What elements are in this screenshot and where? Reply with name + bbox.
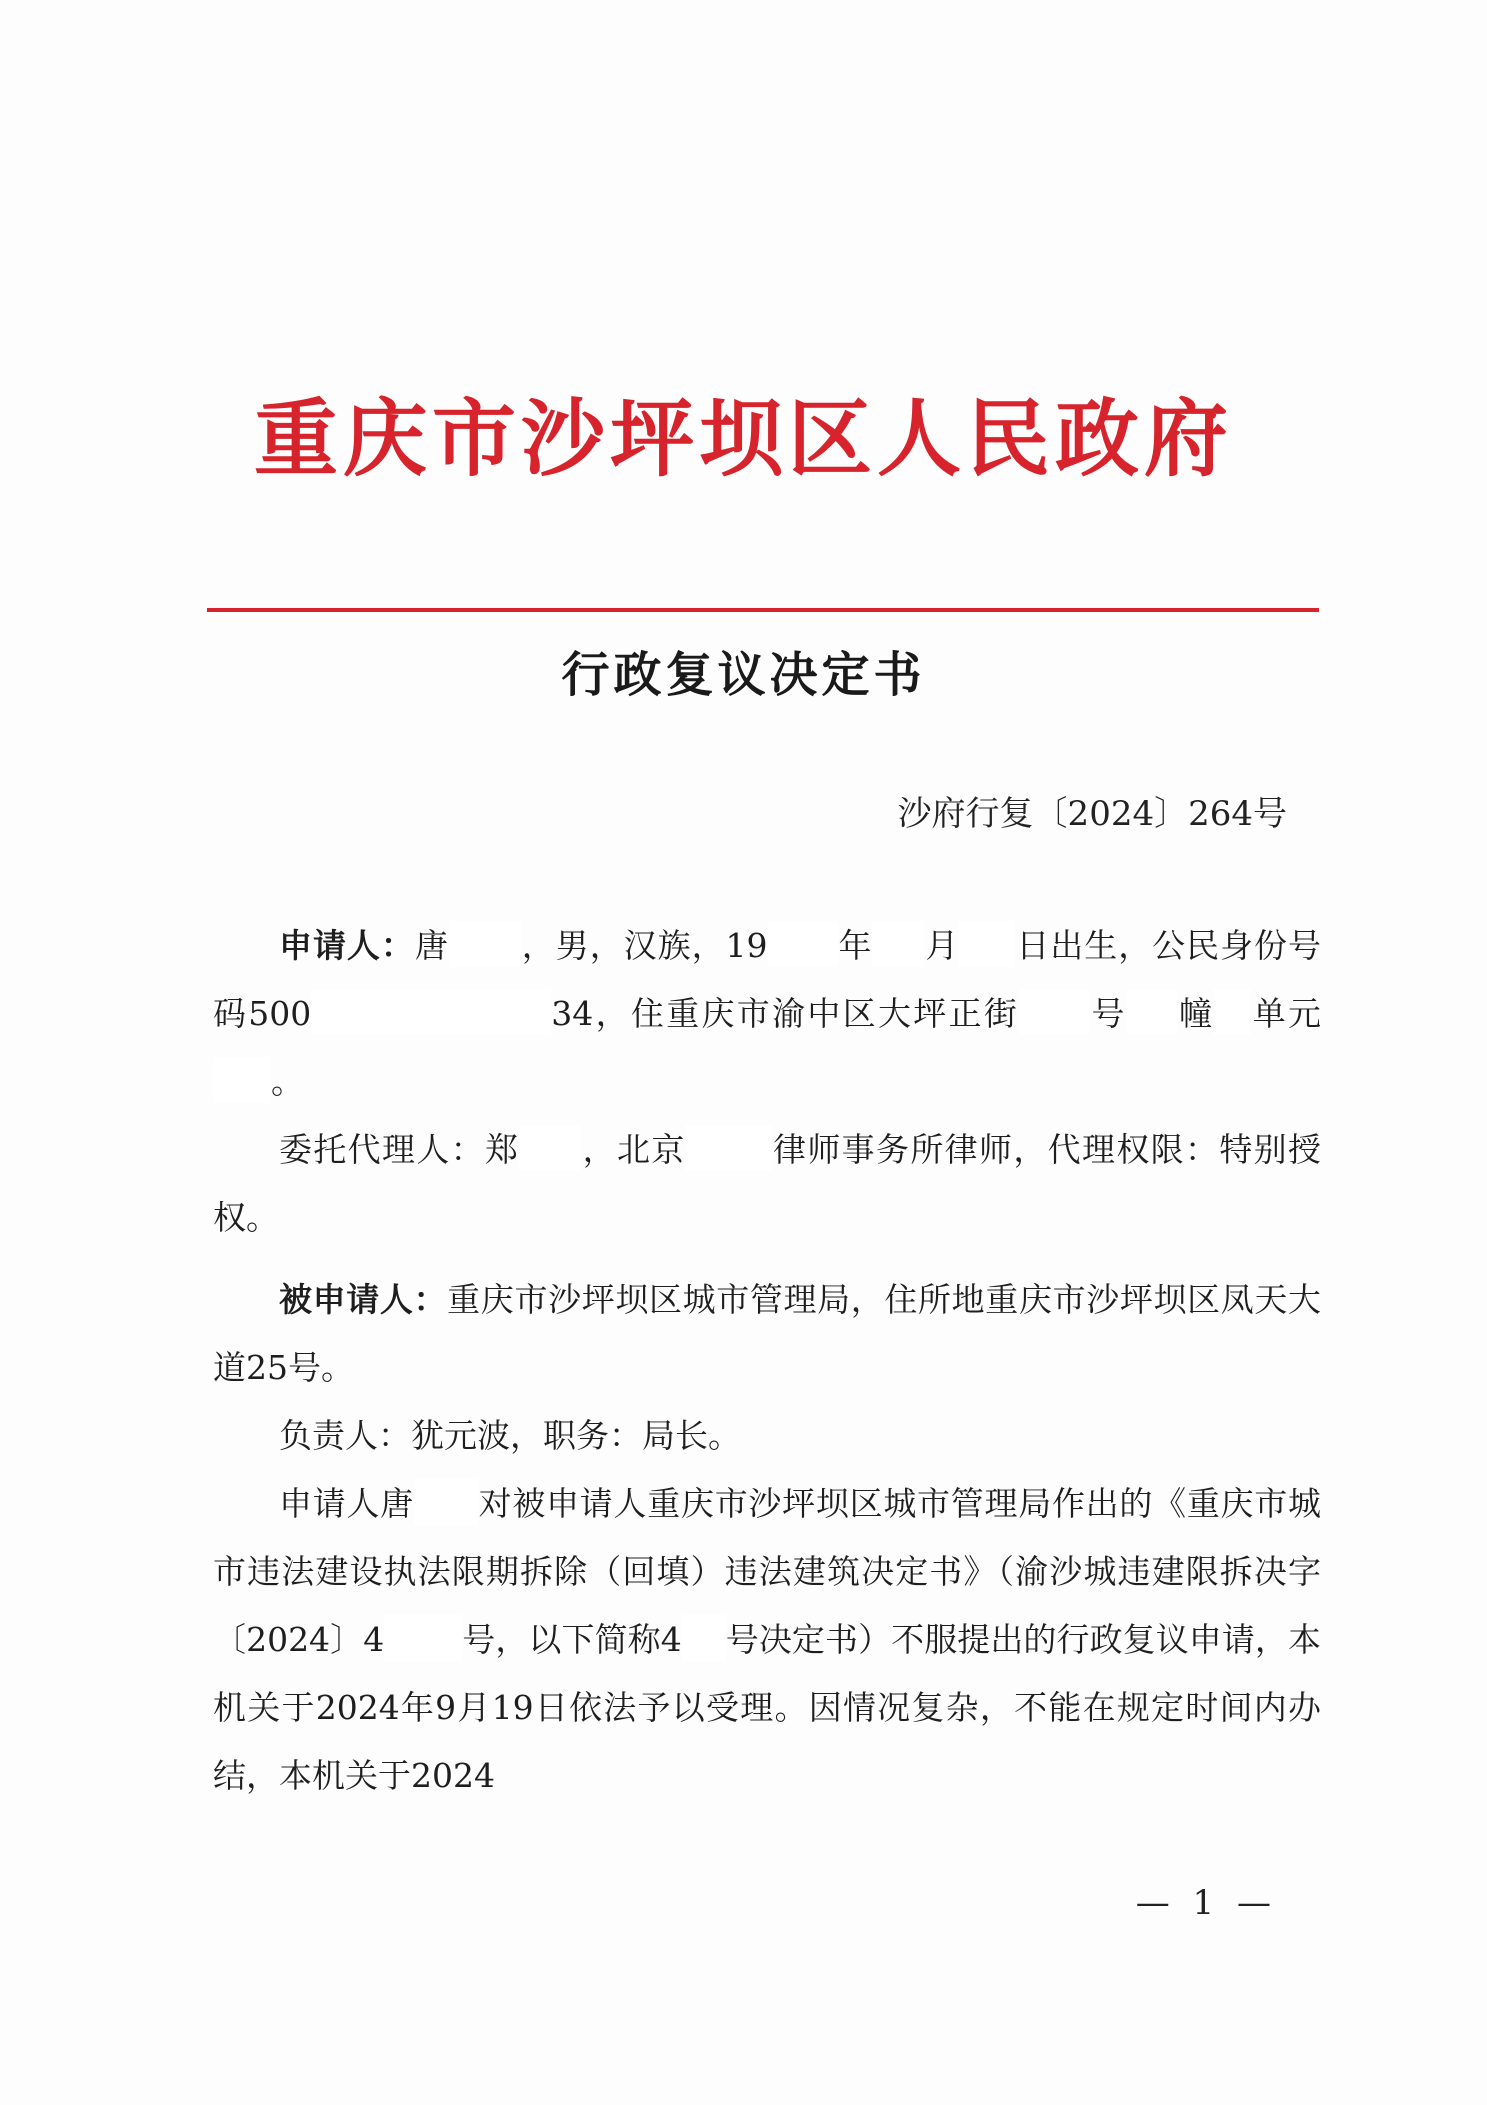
- intro-text-2: 对被申请人重庆市沙坪坝区城市管理局作出的《重庆市城市违法建设执法限期拆除（回填）违法建筑决定书》（渝沙城违建限拆决字〔2024〕4: [213, 1484, 1322, 1659]
- applicant-text-7: 号: [1089, 994, 1127, 1033]
- redaction-box: [1127, 989, 1177, 1035]
- applicant-text-9: 单元: [1250, 994, 1322, 1033]
- applicant-text-1: 唐: [414, 926, 449, 965]
- intro-text-4: 号决定书）不服提出的行政复议申请，本机关于2024年9月19日依法予以受理。因情况复杂，不能在规定时间内办结，本机关于2024: [213, 1620, 1321, 1795]
- intro-text-3: 号，以下简称4: [462, 1620, 682, 1659]
- respondent-paragraph: [213, 1266, 1321, 1402]
- redaction-box: [384, 1615, 462, 1661]
- applicant-paragraph: [213, 912, 1321, 1116]
- intro-text-1: 申请人唐: [279, 1484, 414, 1523]
- agent-paragraph: [213, 1116, 1321, 1252]
- applicant-text-10: 。: [271, 1062, 304, 1101]
- redaction-box: [1214, 989, 1250, 1035]
- applicant-text-6: 34，住重庆市渝中区大坪正街: [551, 994, 1020, 1033]
- redaction-box: [311, 989, 551, 1035]
- issuer-masthead: 重庆市沙坪坝区人民政府: [253, 389, 1233, 488]
- agent-text-3: 律师事务所律师，代理权限：特别授权。: [213, 1130, 1322, 1237]
- redaction-box: [519, 1125, 581, 1171]
- applicant-text-8: 幢: [1176, 994, 1215, 1033]
- redaction-box: [449, 921, 521, 967]
- redaction-box: [872, 921, 924, 967]
- applicant-label: 申请人：: [279, 926, 415, 965]
- applicant-text-5: 日出生，公民身份号码500: [213, 926, 1322, 1033]
- respondent-text: 重庆市沙坪坝区城市管理局，住所地重庆市沙坪坝区凤天大道25号。: [213, 1280, 1322, 1387]
- applicant-text-3: 年: [837, 926, 873, 965]
- agent-text-2: ，北京: [581, 1130, 686, 1169]
- redaction-box: [686, 1125, 772, 1171]
- responsible-paragraph: 负责人：犹元波，职务：局长。: [279, 1416, 741, 1455]
- applicant-text-4: 月: [924, 926, 960, 965]
- document-body: [213, 912, 1321, 1810]
- redaction-box: [213, 1057, 271, 1103]
- page-number: — 1 —: [1135, 1883, 1277, 1923]
- agent-text-1: 委托代理人：郑: [279, 1130, 520, 1169]
- respondent-label: 被申请人：: [279, 1280, 448, 1319]
- redaction-box: [959, 921, 1015, 967]
- intro-paragraph: [213, 1470, 1321, 1810]
- redaction-box: [768, 921, 838, 967]
- redaction-box: [414, 1479, 478, 1525]
- redaction-box: [682, 1615, 726, 1661]
- document-title: 行政复议决定书: [561, 647, 926, 703]
- document-number: 沙府行复〔2024〕264号: [897, 794, 1287, 834]
- applicant-text-2: ，男，汉族，19: [520, 926, 768, 965]
- redaction-box: [1019, 989, 1089, 1035]
- red-separator-line: [207, 608, 1319, 612]
